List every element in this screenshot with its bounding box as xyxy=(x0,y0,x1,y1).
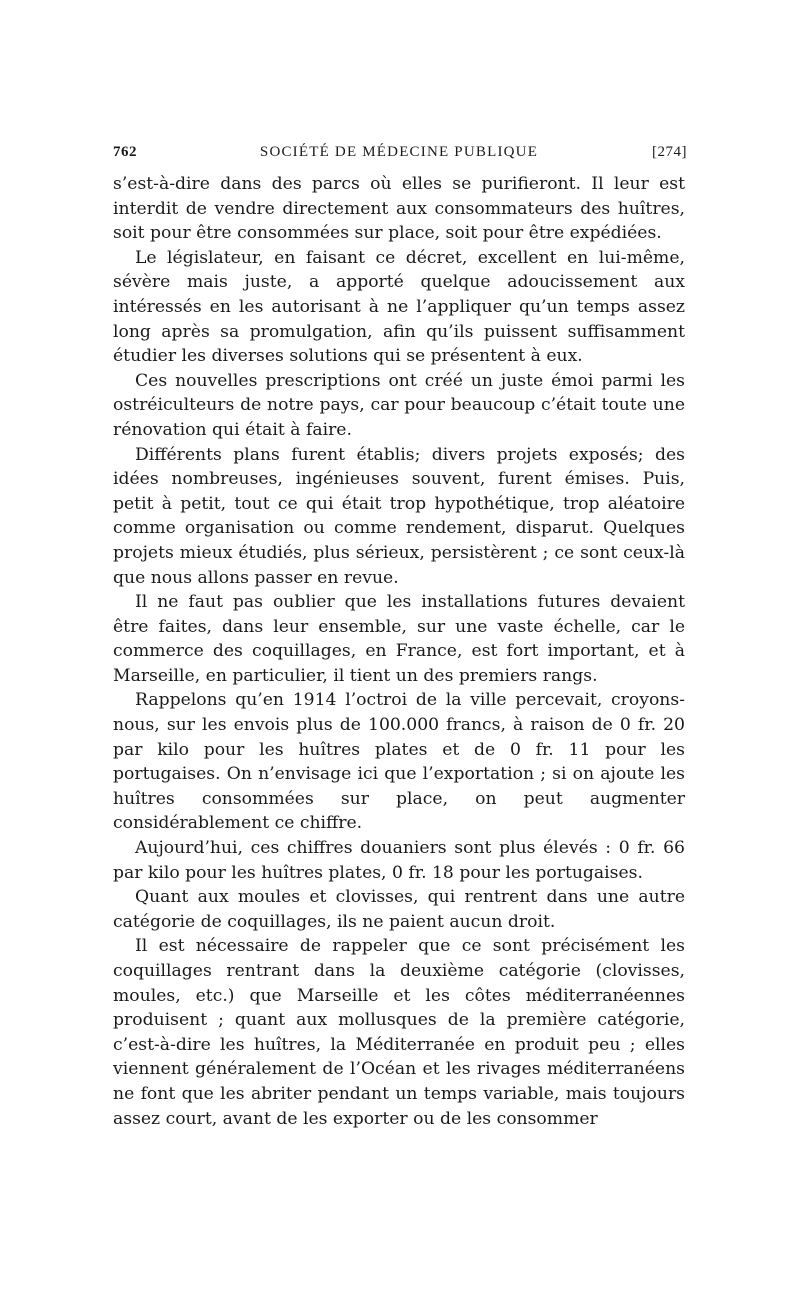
paragraph: Le législateur, en faisant ce décret, excellent en lui-même, sévère mais juste, a apporté quelque adoucissement aux intéressés en les autorisant à ne l’appliquer qu’un temps assez long après sa promulgation, afin qu’ils puissent suffisamment étudier les diverses solutions qui se présentent à eux. xyxy=(113,247,685,367)
book-page xyxy=(113,144,685,1131)
paragraph: Rappelons qu’en 1914 l’octroi de la ville percevait, croyons-nous, sur les envois plus de 100.000 francs, à raison de 0 fr. 20 par kilo pour les huîtres plates et de 0 fr. 11 pour les portugaises. On n’envisage ici que l’exportation ; si on ajoute les huîtres consommées sur place, on peut augmenter considérablement ce chiffre. xyxy=(113,690,685,834)
body-text xyxy=(113,172,685,1131)
paragraph: Aujourd’hui, ces chiffres douaniers sont plus élevés : 0 fr. 66 par kilo pour les huîtres plates, 0 fr. 18 pour les portugaises. xyxy=(113,838,685,883)
bracketed-page-number: [274] xyxy=(652,144,687,160)
paragraph: Quant aux moules et clovisses, qui rentrent dans une autre catégorie de coquillages, ils ne paient aucun droit. xyxy=(113,887,685,932)
journal-title: SOCIÉTÉ DE MÉDECINE PUBLIQUE xyxy=(259,144,539,160)
paragraph: Il ne faut pas oublier que les installations futures devaient être faites, dans leur ensemble, sur une vaste échelle, car le commerce des coquillages, en France, est fort important, et à Marseille, en particulier, il tient un des premiers rangs. xyxy=(113,592,685,686)
running-head xyxy=(113,144,685,166)
paragraph: Ces nouvelles prescriptions ont créé un juste émoi parmi les ostréiculteurs de notre pays, car pour beaucoup c’était toute une rénovation qui était à faire. xyxy=(113,370,685,440)
page-number: 762 xyxy=(113,144,137,160)
paragraph: s’est-à-dire dans des parcs où elles se purifieront. Il leur est interdit de vendre directement aux consommateurs des huîtres, soit pour être consommées sur place, soit pour être expédiées. xyxy=(113,174,685,244)
paragraph: Différents plans furent établis; divers projets exposés; des idées nombreuses, ingénieuses souvent, furent émises. Puis, petit à petit, tout ce qui était trop hypothétique, trop aléatoire comme organisation ou comme rendement, disparut. Quelques projets mieux étudiés, plus sérieux, persistèrent ; ce sont ceux-là que nous allons passer en revue. xyxy=(113,444,685,588)
paragraph: Il est nécessaire de rappeler que ce sont précisément les coquillages rentrant dans la deuxième catégorie (clovisses, moules, etc.) que Marseille et les côtes méditerranéennes produisent ; quant aux mollusques de la première catégorie, c’est-à-dire les huîtres, la Méditerranée en produit peu ; elles viennent généralement de l’Océan et les rivages méditerranéens ne font que les abriter pendant un temps variable, mais toujours assez court, avant de les exporter ou de les consommer xyxy=(113,936,685,1129)
